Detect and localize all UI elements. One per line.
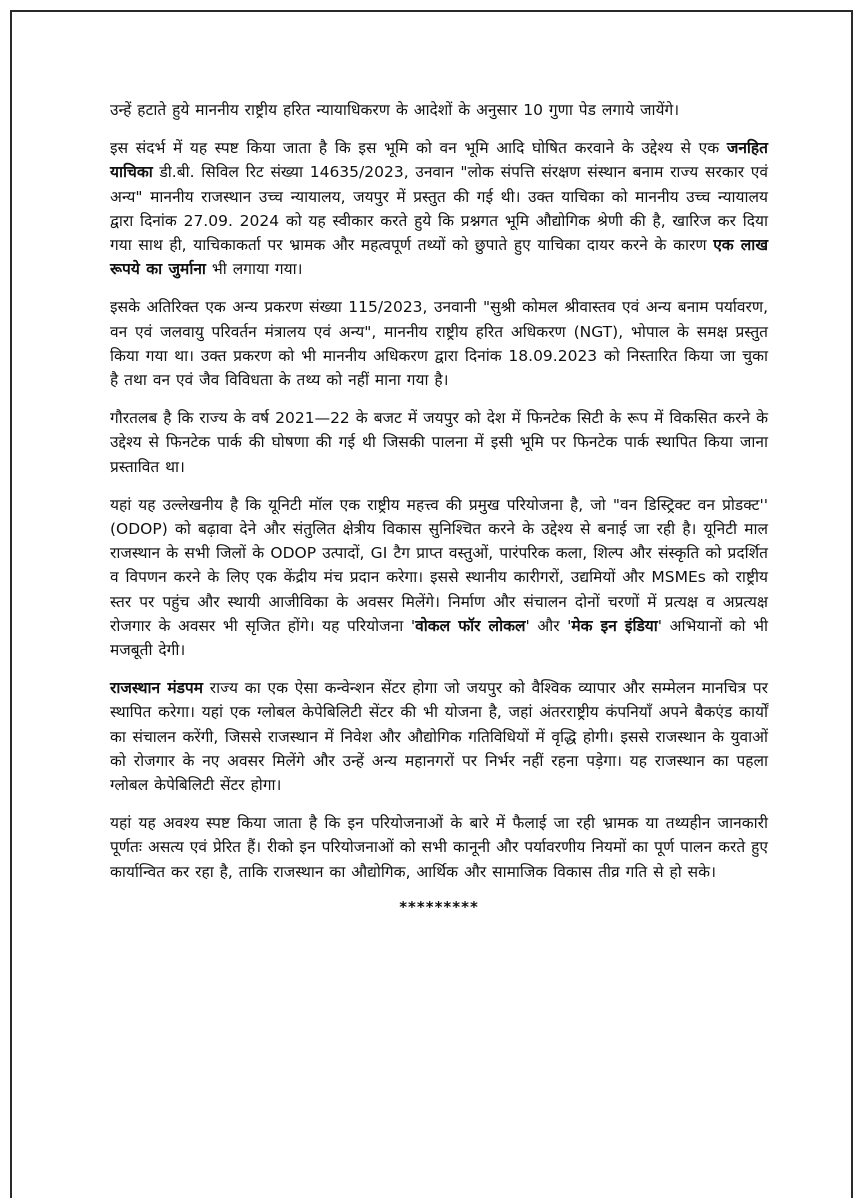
- bold-text-segment: जनहित याचिका: [110, 139, 768, 182]
- text-segment: डी.बी. सिविल रिट संख्या 14635/2023, उनवान "लोक संपत्ति संरक्षण संस्थान बनाम राज्य सरकार एवं अन्य" माननीय राजस्थान उच्च न्यायालय, जयपुर में प्रस्तुत की गई थी। उक्त याचिका को माननीय उच्च न्यायालय द्वारा दिनांक 27.09. 2024 को यह स्वीकार करते हुये कि प्रश्नगत भूमि औद्योगिक श्रेणी की है, खारिज कर दिया गया साथ ही, याचिकाकर्ता पर भ्रामक और महत्वपूर्ण तथ्यों को छुपाते हुए याचिका दायर करने के कारण: [110, 163, 768, 255]
- text-segment: यहां यह उल्लेखनीय है कि यूनिटी मॉल एक राष्ट्रीय महत्त्व की प्रमुख परियोजना है, जो "वन डिस्ट्रिक्ट वन प्रोडक्ट'' (ODOP) को बढ़ावा देने और संतुलित क्षेत्रीय विकास सुनिश्चित करने के उद्देश्य से बनाई जा रही है। यूनिटी माल राजस्थान के सभी जिलों के ODOP उत्पादों, GI टैग प्राप्त वस्तुओं, पारंपरिक कला, शिल्प और संस्कृति को प्रदर्शित व विपणन करने के लिए एक केंद्रीय मंच प्रदान करेगा। इससे स्थानीय कारीगरों, उद्यमियों और MSMEs को राष्ट्रीय स्तर पर पहुंच और स्थायी आजीविका के अवसर मिलेंगे। निर्माण और संचालन दोनों चरणों में प्रत्यक्ष व अप्रत्यक्ष रोजगार के अवसर भी सृजित होंगे। यह परियोजना ': [110, 495, 768, 635]
- paragraph: [110, 98, 768, 122]
- bold-text-segment: मेक इन इंडिया: [571, 616, 658, 635]
- bold-text-segment: वोकल फॉर लोकल: [415, 616, 526, 635]
- text-segment: उन्हें हटाते हुये माननीय राष्ट्रीय हरित न्यायाधिकरण के आदेशों के अनुसार 10 गुणा पेड लगाये जायेंगे।: [110, 101, 680, 119]
- bold-text-segment: राजस्थान मंडपम: [110, 679, 203, 698]
- bold-text-segment: एक लाख रूपये का जुर्माना: [110, 236, 769, 279]
- text-segment: ' और ': [525, 616, 572, 635]
- paragraph: [110, 295, 768, 392]
- text-segment: इसके अतिरिक्त एक अन्य प्रकरण संख्या 115/2023, उनवानी "सुश्री कोमल श्रीवास्तव एवं अन्य बनाम पर्यावरण, वन एवं जलवायु परिवर्तन मंत्रालय एवं अन्य", माननीय राष्ट्रीय हरित अधिकरण (NGT), भोपाल के समक्ष प्रस्तुत किया गया था। उक्त प्रकरण को भी माननीय अधिकरण द्वारा दिनांक 18.09.2023 को निस्तारित किया जा चुका है तथा वन एवं जैव विविधता के तथ्य को नहीं माना गया है।: [110, 298, 768, 390]
- end-marker: *********: [399, 897, 479, 916]
- paragraph-list: [110, 98, 768, 884]
- paragraph: [110, 676, 768, 797]
- paragraph: [110, 493, 768, 662]
- text-segment: यहां यह अवश्य स्पष्ट किया जाता है कि इन परियोजनाओं के बारे में फैलाई जा रही भ्रामक या तथ्यहीन जानकारी पूर्णतः असत्य एवं प्रेरित हैं। रीको इन परियोजनाओं को सभी कानूनी और पर्यावरणीय नियमों का पूर्ण पालन करते हुए कार्यान्वित कर रहा है, ताकि राजस्थान का औद्योगिक, आर्थिक और सामाजिक विकास तीव्र गति से हो सके।: [110, 814, 768, 881]
- text-segment: राज्य का एक ऐसा कन्वेन्शन सेंटर होगा जो जयपुर को वैश्विक व्यापार और सम्मेलन मानचित्र पर स्थापित करेगा। यहां एक ग्लोबल केपेबिलिटी सेंटर की भी योजना है, जहां अंतरराष्ट्रीय कंपनियाँ अपने बैकएंड कार्यों का संचालन करेंगी, जिससे राजस्थान में निवेश और औद्योगिक गतिविधियों में वृद्धि होगी। इससे राजस्थान के युवाओं को रोजगार के नए अवसर मिलेंगे और उन्हें अन्य महानगरों पर निर्भर नहीं रहना पड़ेगा। यह राजस्थान का पहला ग्लोबल केपेबिलिटी सेंटर होगा।: [110, 679, 768, 795]
- document-body: [110, 98, 768, 916]
- paragraph: [110, 811, 768, 884]
- text-segment: भी लगाया गया।: [205, 260, 303, 279]
- text-segment: इस संदर्भ में यह स्पष्ट किया जाता है कि इस भूमि को वन भूमि आदि घोषित करवाने के उद्देश्य से एक: [110, 139, 727, 158]
- paragraph: [110, 406, 768, 479]
- text-segment: गौरतलब है कि राज्य के वर्ष 2021—22 के बजट में जयपुर को देश में फिनटेक सिटी के रूप में विकसित करने के उद्देश्य से फिनटेक पार्क की घोषणा की गई थी जिसकी पालना में इसी भूमि पर फिनटेक पार्क स्थापित किया जाना प्रस्तावित था।: [110, 409, 768, 476]
- text-segment: ' अभियानों को भी मजबूती देगी।: [110, 616, 768, 660]
- paragraph: [110, 136, 768, 281]
